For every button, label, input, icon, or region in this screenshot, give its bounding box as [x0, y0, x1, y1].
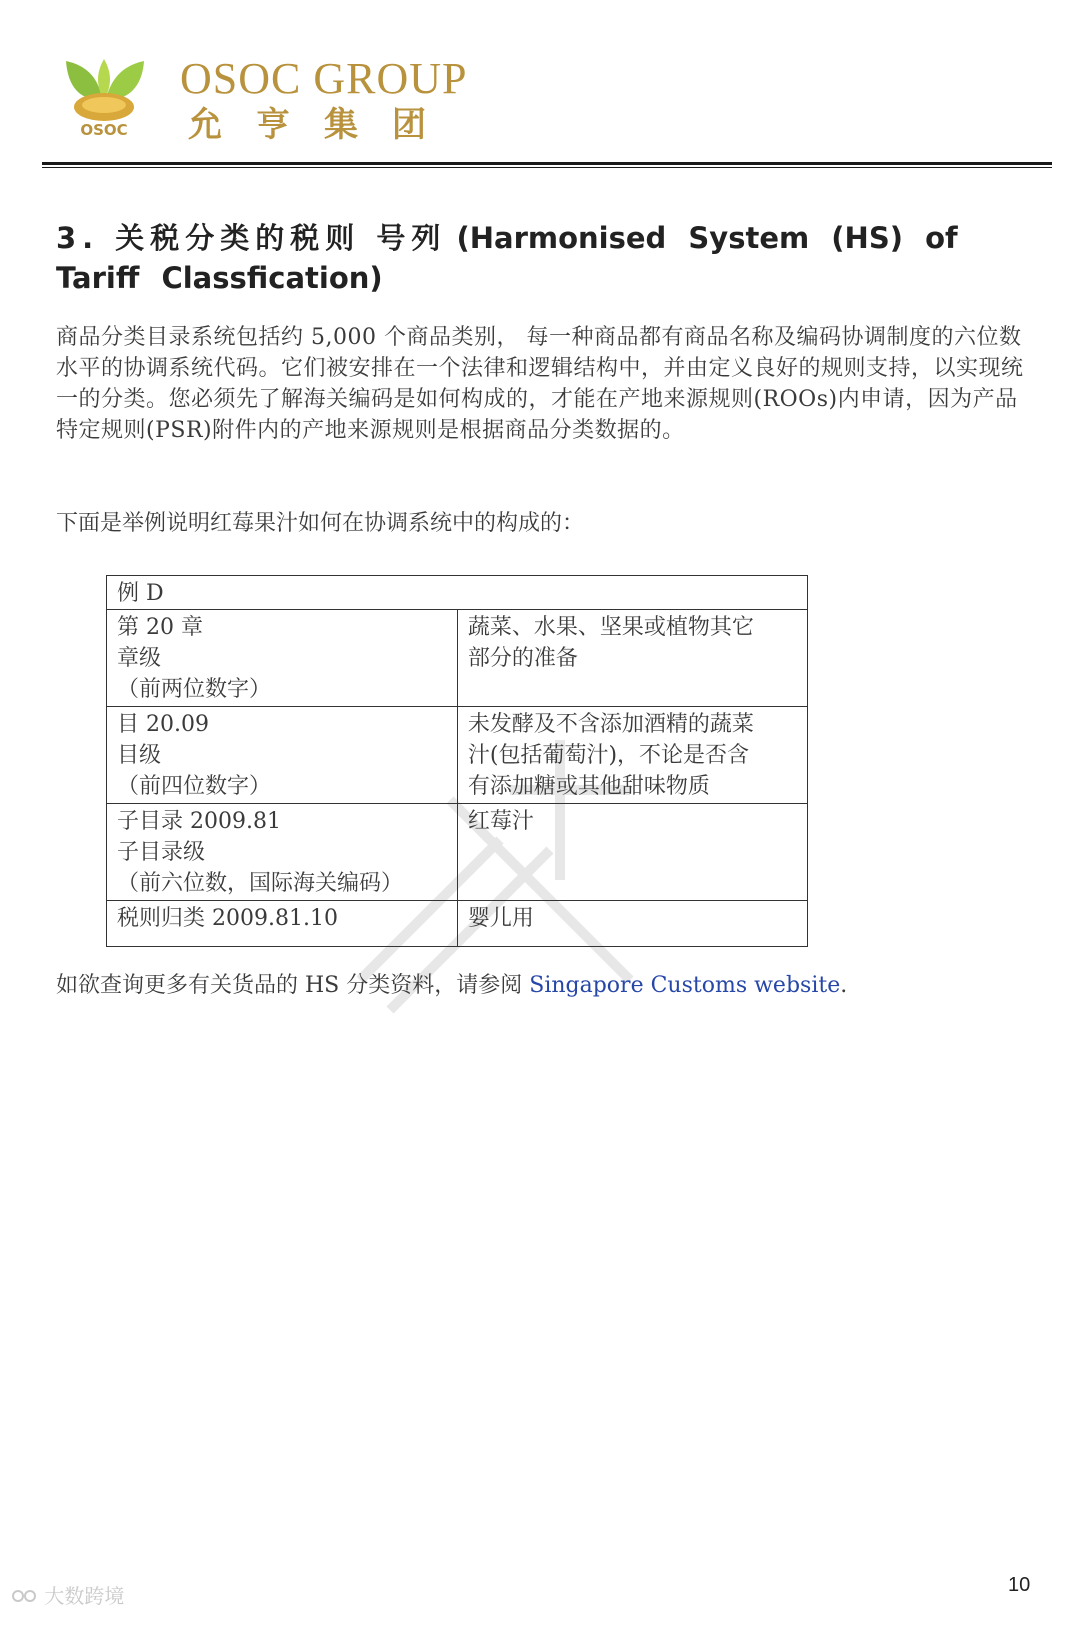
- table-cell-level: [107, 707, 458, 804]
- section-title: [56, 218, 1036, 298]
- reference-note-text: 如欲查询更多有关货品的 HS 分类资料，请参阅: [56, 973, 530, 998]
- table-cell-description: [457, 804, 807, 901]
- table-row: [107, 901, 808, 947]
- corner-watermark: [12, 1580, 124, 1609]
- cell-line: 子目录 2009.81: [117, 809, 281, 834]
- table-row: [107, 707, 808, 804]
- cell-line: 有添加糖或其他甜味物质: [467, 774, 710, 799]
- body-paragraph: 商品分类目录系统包括约 5,000 个商品类别， 每一种商品都有商品名称及编码协调制度的六位数水平的协调系统代码。它们被安排在一个法律和逻辑结构中，并由定义良好的规则支持，以实现统一的分类。您必须先了解海关编码是如何构成的，才能在产地来源规则(ROOs)内申请，因为产品特定规则(PSR)附件内的产地来源规则是根据商品分类数据的。: [56, 325, 1024, 443]
- table-row: [107, 804, 808, 901]
- header-divider-thin: [42, 167, 1052, 168]
- corner-watermark-text: 大数跨境: [44, 1584, 125, 1608]
- table-cell-level: [107, 804, 458, 901]
- table-cell-description: [457, 610, 807, 707]
- cell-line: 子目录级: [117, 840, 206, 865]
- cell-line: 部分的准备: [467, 646, 578, 671]
- reference-note-suffix: .: [840, 973, 848, 998]
- table-cell-level: [107, 901, 458, 947]
- cell-line: 目 20.09: [117, 712, 209, 737]
- brand-name-english: OSOC GROUP: [180, 54, 468, 103]
- cell-line: 婴儿用: [467, 906, 534, 931]
- header-divider-thick: [42, 162, 1052, 165]
- osoc-logo-icon: [62, 55, 148, 139]
- cell-line: （前六位数，国际海关编码）: [117, 871, 404, 896]
- hs-classification-table: [106, 575, 808, 947]
- table-cell-level: [107, 610, 458, 707]
- cell-line: （前两位数字）: [117, 677, 272, 702]
- table-cell-description: [457, 901, 807, 947]
- section-title-chinese: 3. 关税分类的税则 号列: [56, 221, 447, 255]
- table-header-row: [107, 576, 808, 610]
- reference-note: [56, 970, 1036, 1001]
- logo-wordmark: OSOC: [80, 121, 128, 139]
- table-header-cell: 例 D: [107, 576, 808, 610]
- cell-line: 未发酵及不含添加酒精的蔬菜: [467, 712, 754, 737]
- table-cell-description: [457, 707, 807, 804]
- cell-line: 蔬菜、水果、坚果或植物其它: [467, 615, 754, 640]
- page-number: 10: [1008, 1574, 1031, 1596]
- section-title-english: (Harmonised System (HS) of Tariff Classfication): [56, 221, 958, 295]
- cell-line: 税则归类 2009.81.10: [117, 906, 338, 931]
- cell-line: 第 20 章: [117, 615, 203, 640]
- brand-name: [180, 55, 468, 145]
- brand-name-chinese: 允亨集团: [188, 105, 460, 145]
- page-header: [62, 55, 1022, 145]
- singapore-customs-link[interactable]: Singapore Customs website: [529, 973, 841, 998]
- corner-watermark-icon: [12, 1587, 38, 1605]
- cell-line: 红莓汁: [467, 809, 534, 834]
- cell-line: 章级: [117, 646, 162, 671]
- cell-line: 目级: [117, 743, 162, 768]
- table-intro: 下面是举例说明红莓果汁如何在协调系统中的构成的：: [56, 511, 585, 536]
- table-row: [107, 610, 808, 707]
- cell-line: （前四位数字）: [117, 774, 272, 799]
- cell-line: 汁(包括葡萄汁)，不论是否含: [467, 743, 750, 768]
